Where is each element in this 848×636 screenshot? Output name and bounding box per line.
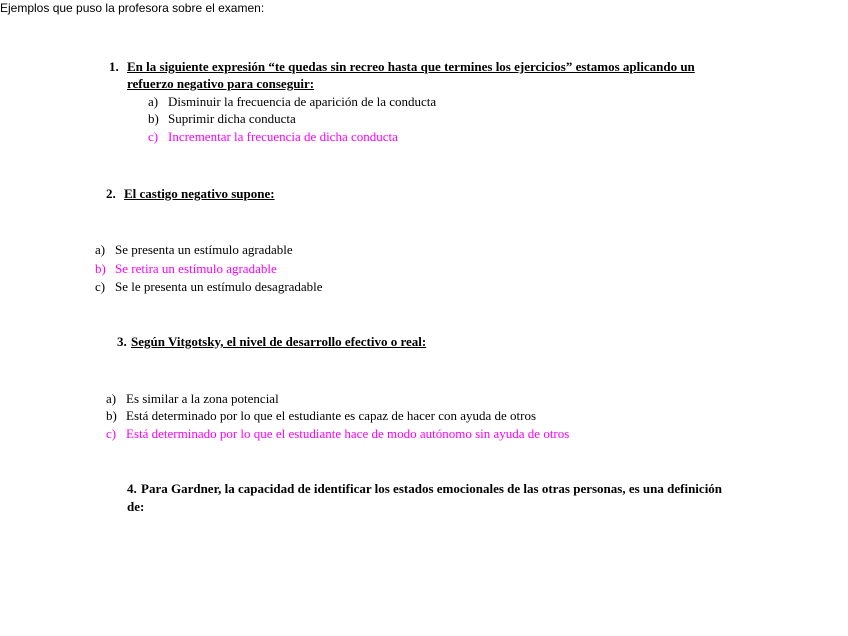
option-text: Está determinado por lo que el estudiante es capaz de hacer con ayuda de otros — [126, 408, 537, 423]
question-2-option-a — [95, 241, 293, 258]
option-text: Suprimir dicha conducta — [168, 111, 296, 126]
question-2-number: 2. — [106, 186, 116, 201]
option-text: Está determinado por lo que el estudiante hace de modo autónomo sin ayuda de otros — [126, 426, 570, 441]
question-4-number: 4. — [127, 481, 137, 496]
question-3-number: 3. — [117, 334, 127, 349]
question-1-option-a — [148, 93, 436, 110]
question-1-number: 1. — [109, 59, 119, 74]
question-4 — [127, 480, 722, 497]
option-letter: a) — [95, 242, 106, 257]
option-text: Disminuir la frecuencia de aparición de la conducta — [168, 94, 437, 109]
question-4-text-line1: Para Gardner, la capacidad de identificar los estados emocionales de las otras personas, es una definición — [141, 481, 723, 496]
option-text: Se presenta un estímulo agradable — [115, 242, 293, 257]
option-letter: b) — [106, 408, 117, 423]
option-letter: b) — [148, 111, 159, 126]
question-3-option-c-correct — [106, 425, 569, 442]
option-letter: a) — [148, 94, 159, 109]
question-1-option-b — [148, 110, 296, 127]
question-1-text-line1: En la siguiente expresión “te quedas sin recreo hasta que termines los ejercicios” estamos aplicando un — [127, 59, 695, 74]
option-letter: c) — [95, 279, 106, 294]
question-3-text: Según Vitgotsky, el nivel de desarrollo efectivo o real: — [131, 334, 427, 349]
option-text: Incrementar la frecuencia de dicha conducta — [168, 129, 398, 144]
option-text: Se le presenta un estímulo desagradable — [115, 279, 323, 294]
option-text: Se retira un estímulo agradable — [115, 261, 277, 276]
option-letter: a) — [106, 391, 117, 406]
option-letter: c) — [106, 426, 117, 441]
question-3-option-a — [106, 390, 279, 407]
question-1-continuation — [127, 75, 314, 92]
question-2-option-c — [95, 278, 323, 295]
question-2-text: El castigo negativo supone: — [124, 186, 275, 201]
option-letter: c) — [148, 129, 159, 144]
document-header: Ejemplos que puso la profesora sobre el examen: — [0, 1, 265, 15]
question-1-option-c-correct — [148, 128, 398, 145]
question-3-option-b — [106, 407, 536, 424]
question-4-text-line2: de: — [127, 499, 145, 514]
question-2 — [106, 185, 275, 202]
question-1 — [109, 58, 695, 75]
option-letter: b) — [95, 261, 106, 276]
question-3 — [117, 333, 426, 350]
question-2-option-b-correct — [95, 260, 277, 277]
question-1-text-line2: refuerzo negativo para conseguir: — [127, 76, 315, 91]
option-text: Es similar a la zona potencial — [126, 391, 279, 406]
question-4-continuation — [127, 498, 144, 515]
